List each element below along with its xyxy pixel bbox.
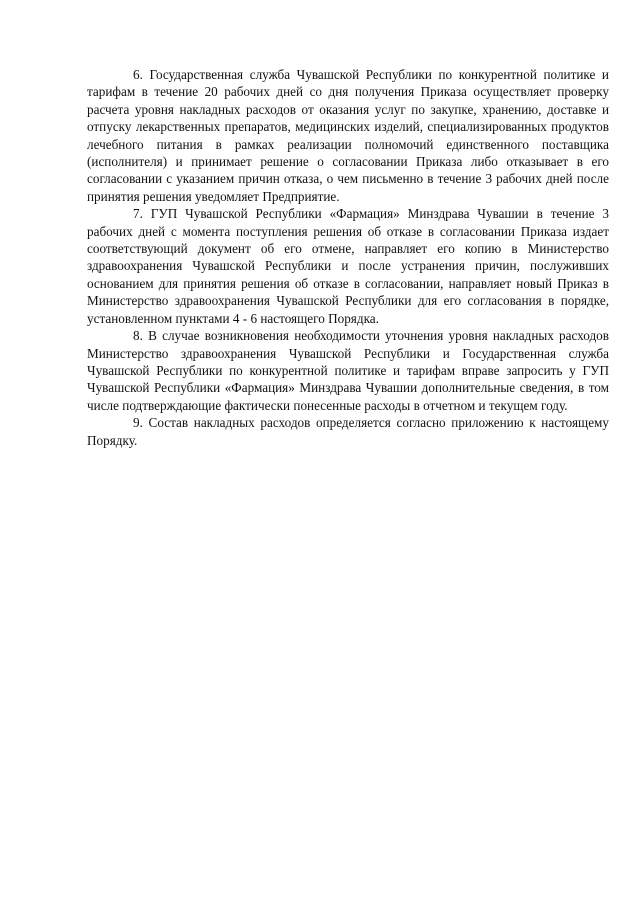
document-body bbox=[87, 66, 609, 449]
paragraph-8: 8. В случае возникновения необходимости уточнения уровня накладных расходов Министерство здравоохранения Чувашской Республики и Государственная служба Чувашской Республики по конкурентной политике и тарифам вправе запросить у ГУП Чувашской Республики «Фармация» Минздрава Чувашии дополнительные сведения, в том числе подтверждающие фактически понесенные расходы в отчетном и текущем году. bbox=[87, 328, 609, 413]
paragraph-9: 9. Состав накладных расходов определяется согласно приложению к настоящему Порядку. bbox=[87, 415, 609, 448]
paragraph-6: 6. Государственная служба Чувашской Республики по конкурентной политике и тарифам в течение 20 рабочих дней со дня получения Приказа осуществляет проверку расчета уровня накладных расходов от оказания услуг по закупке, хранению, доставке и отпуску лекарственных препаратов, медицинских изделий, специализированных продуктов лечебного питания в рамках реализации полномочий единственного поставщика (исполнителя) и принимает решение о согласовании Приказа либо отказывает в его согласовании с указанием причин отказа, о чем письменно в течение 3 рабочих дней после принятия решения уведомляет Предприятие. bbox=[87, 67, 609, 204]
paragraph-7: 7. ГУП Чувашской Республики «Фармация» Минздрава Чувашии в течение 3 рабочих дней с момента поступления решения об отказе в согласовании Приказа издает соответствующий документ об его отмене, направляет его копию в Министерство здравоохранения Чувашской Республики и после устранения причин, послуживших основанием для принятия решения об отказе в согласовании, направляет новый Приказ в Министерство здравоохранения Чувашской Республики для его согласования в порядке, установленном пунктами 4 - 6 настоящего Порядка. bbox=[87, 206, 609, 326]
